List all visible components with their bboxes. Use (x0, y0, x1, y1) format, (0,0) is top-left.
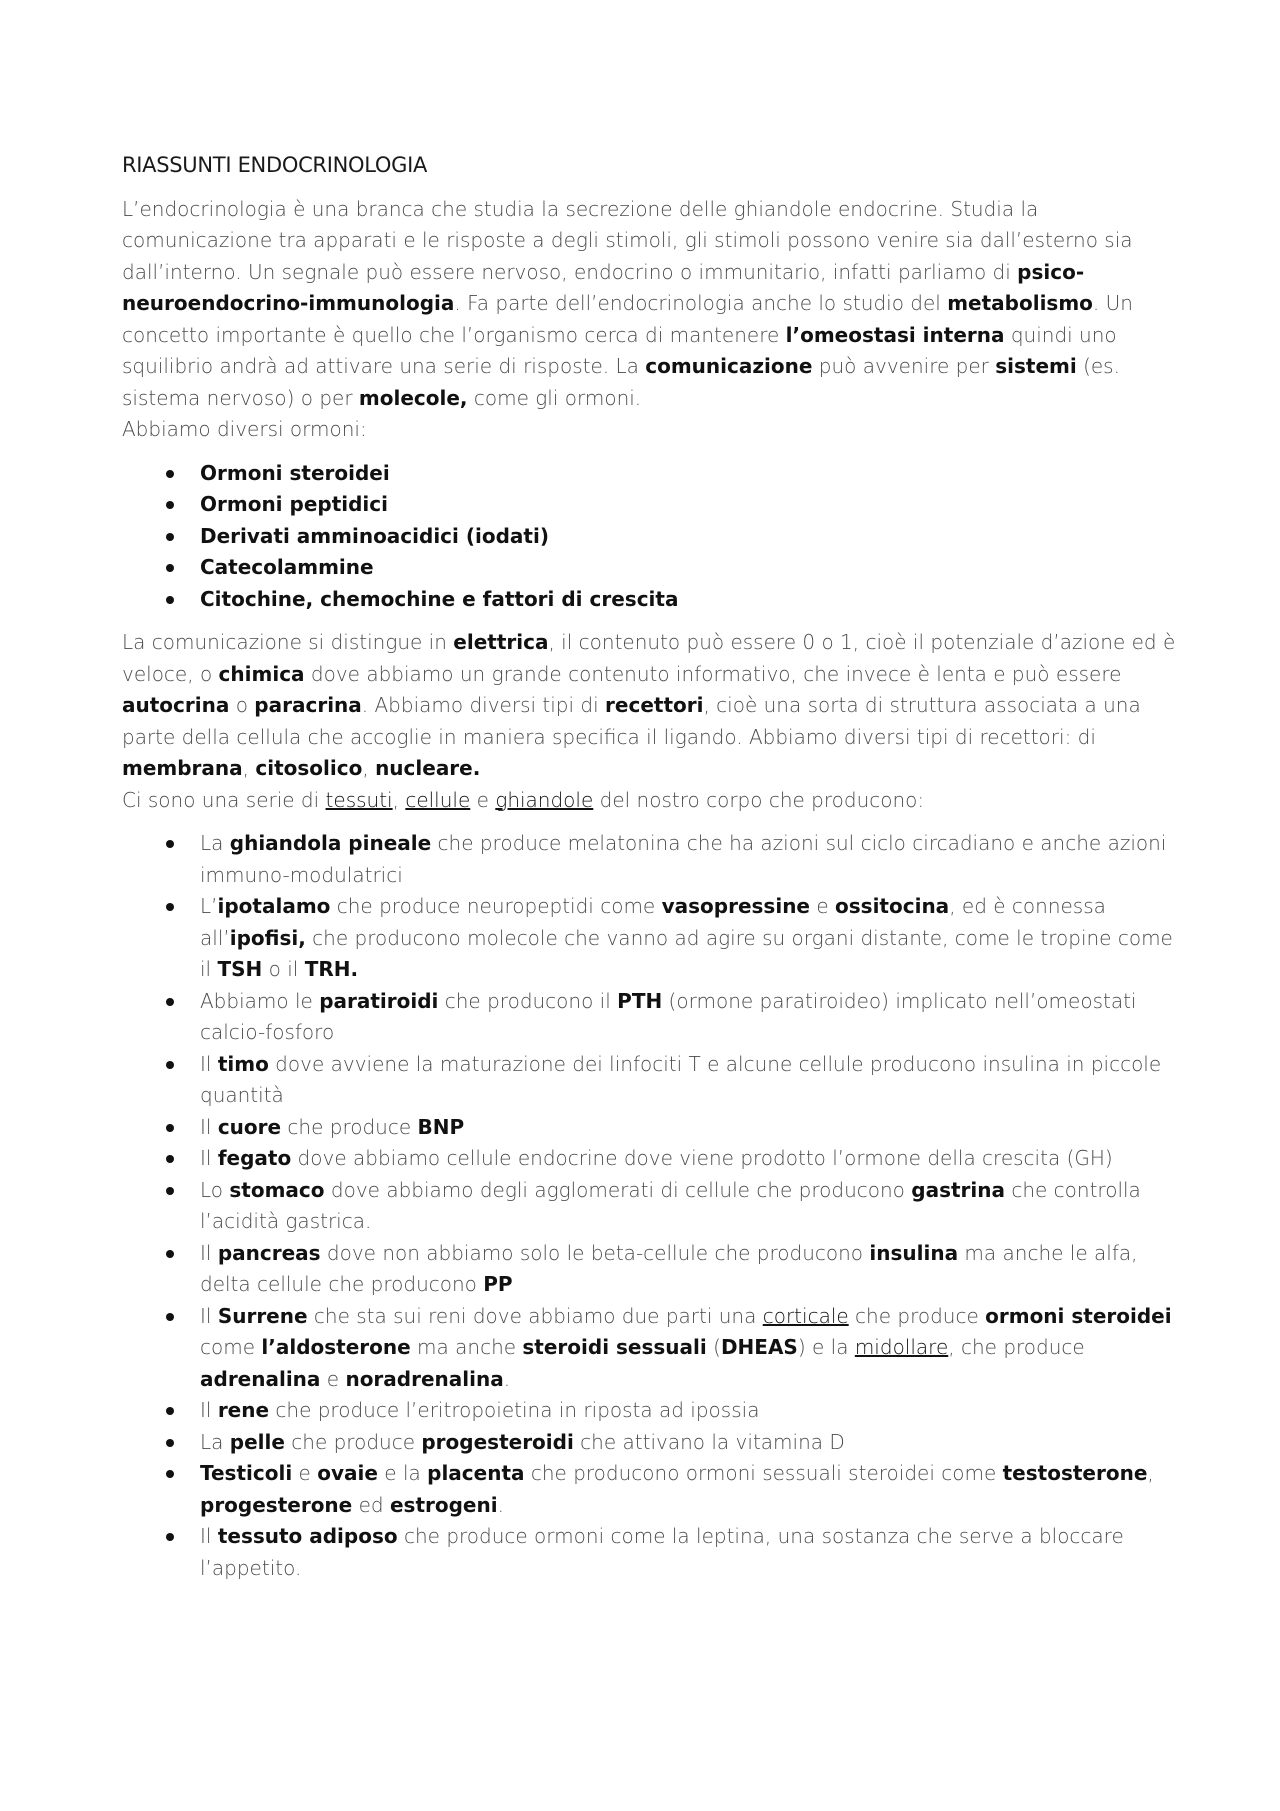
bold-term: fegato (217, 1146, 292, 1170)
text-run: che produce melatonina che ha azioni sul ciclo circadiano e anche azioni immuno-modulatrici (200, 831, 1167, 887)
intro-last-line: Abbiamo diversi ormoni: (122, 417, 367, 441)
text-run: dove non abbiamo solo le beta-cellule che producono (320, 1240, 870, 1265)
list-item-ipotalamo (122, 891, 1178, 986)
text-run: . Fa parte dell’endocrinologia anche lo studio del (454, 291, 948, 315)
text-run: ( (706, 1335, 721, 1359)
text-run: che attivano la vitamina D (573, 1429, 845, 1454)
text-run: che sta sui reni dove abbiamo due parti una (307, 1303, 763, 1328)
underlined-term: tessuti (325, 787, 393, 812)
bold-term: pancreas (217, 1240, 321, 1265)
bold-term: ormoni steroidei (985, 1303, 1172, 1328)
bold-term: metabolismo (947, 291, 1093, 315)
bold-term: testosterone (1002, 1461, 1148, 1485)
bold-term: ossitocina (835, 894, 950, 918)
bold-term: ipotalamo (217, 894, 331, 918)
text-run: . (503, 1366, 511, 1391)
list-item-stomaco (122, 1175, 1178, 1238)
bold-term: pelle (229, 1429, 285, 1454)
list-item-pancreas (122, 1238, 1178, 1301)
text-run: Lo (200, 1177, 230, 1202)
text-run: , (362, 756, 376, 780)
list-item-pineale (122, 828, 1178, 891)
text-run: , (1147, 1461, 1154, 1485)
bold-term: stomaco (229, 1177, 325, 1202)
text-run: e (320, 1366, 346, 1391)
text-run: dove abbiamo un grande contenuto informativo, che invece è lenta e può essere (304, 661, 1122, 686)
text-run: che produce (848, 1303, 986, 1328)
bold-term: citosolico (255, 756, 363, 780)
text-run: ma anche (410, 1335, 523, 1359)
intro-paragraph (122, 194, 1178, 415)
bold-term: ghiandola pineale (229, 831, 432, 855)
bold-term: cuore (217, 1114, 282, 1139)
text-run: che producono molecole che vanno ad agire su organi distante, come le tropine come il (200, 925, 1173, 981)
producers-list (122, 828, 1178, 1584)
bold-term: BNP (417, 1114, 465, 1139)
list-item: Ormoni peptidici (122, 489, 1178, 521)
text-run: o (229, 693, 255, 717)
bold-term: Surrene (217, 1303, 308, 1328)
text-run: . Abbiamo diversi tipi di (361, 693, 606, 717)
text-run: come gli ormoni. (467, 385, 642, 410)
text-run: ed (352, 1492, 390, 1517)
text-run: Il (200, 1146, 218, 1170)
bold-term: elettrica (453, 630, 549, 654)
text-run: L’endocrinologia è una branca che studia la secrezione delle ghiandole endocrine. Studia la comunicazione tra apparati e le risposte a degli stimoli, gli stimoli possono venire sia dall’esterno sia dall’interno. Un segnale può essere nervoso, endocrino o immunitario, infatti parliamo di (122, 196, 1133, 284)
text-run: , cioè una sorta di struttura associata a una parte della cellula che accoglie in maniera specifica il ligando. Abbiamo diversi tipi di recettori: di (122, 693, 1141, 749)
text-run: che produce (284, 1429, 422, 1454)
bold-term: PP (483, 1272, 513, 1296)
text-run: ma anche le alfa, delta cellule che producono (200, 1240, 1138, 1296)
text-run: Il (200, 1398, 218, 1422)
text-run: dove abbiamo degli agglomerati di cellule che producono (324, 1177, 912, 1202)
bold-term: TRH. (304, 957, 359, 981)
bold-term: placenta (427, 1461, 525, 1485)
text-run: che produce l’eritropoietina in riposta ad ipossia (269, 1398, 760, 1422)
text-run: che producono ormoni sessuali steroidei come (524, 1461, 1003, 1485)
bold-term: PTH (617, 988, 663, 1013)
text-run: che produce ormoni come la leptina, una sostanza che serve a bloccare l’appetito. (200, 1524, 1124, 1580)
text-run: del nostro corpo che producono: (593, 787, 925, 812)
bold-term: tessuto adiposo (217, 1524, 398, 1548)
text-run: La comunicazione si distingue in (122, 630, 454, 654)
text-run: . (497, 1492, 504, 1517)
bold-term: DHEAS (720, 1335, 798, 1359)
text-run: , ed è connessa all’ (200, 894, 1106, 950)
list-item: Catecolammine (122, 552, 1178, 584)
text-run: che produce (281, 1114, 418, 1139)
underlined-term: ghiandole (495, 787, 594, 812)
text-run: Abbiamo le (200, 988, 320, 1013)
text-run: (ormone paratiroideo) implicato nell’omeostati calcio-fosforo (200, 988, 1137, 1044)
list-item-rene (122, 1395, 1178, 1427)
text-run: Ci sono una serie di (122, 787, 326, 812)
underlined-term: corticale (762, 1303, 849, 1328)
text-run: può avvenire per (812, 354, 996, 378)
text-run: e (810, 894, 836, 918)
text-run: . Un concetto importante è quello che l’organismo cerca di mantenere (122, 291, 1133, 347)
text-run: , (242, 756, 256, 780)
bold-term: noradrenalina (345, 1366, 504, 1391)
bold-term: ipofisi, (229, 925, 306, 950)
bold-term: chimica (218, 661, 305, 686)
bold-term: progesterone (200, 1492, 353, 1517)
list-item-timo (122, 1049, 1178, 1112)
text-run: e la (377, 1461, 428, 1485)
text-run: dove abbiamo cellule endocrine dove viene prodotto l’ormone della crescita (GH) (291, 1146, 1113, 1170)
text-run: , (392, 787, 406, 812)
bold-term: paratiroidi (319, 988, 439, 1013)
list-item-fegato (122, 1143, 1178, 1175)
text-run: Il (200, 1524, 218, 1548)
list-item: Citochine, chemochine e fattori di crescita (122, 584, 1178, 616)
bold-term: adrenalina (200, 1366, 321, 1391)
text-run: , che produce (948, 1335, 1085, 1359)
document-page (122, 150, 1178, 1596)
bold-term: rene (217, 1398, 270, 1422)
text-run: dove avviene la maturazione dei linfociti T e alcune cellule producono insulina in piccole quantità (200, 1051, 1162, 1107)
list-item: Derivati amminoacidici (iodati) (122, 521, 1178, 553)
bold-term: TSH (217, 957, 263, 981)
bold-term: molecole, (358, 385, 468, 410)
text-run: Il (200, 1051, 218, 1076)
communication-paragraph (122, 627, 1178, 785)
text-run: Il (200, 1240, 218, 1265)
text-run: Il (200, 1303, 218, 1328)
text-run: , il contenuto può essere 0 o 1, cioè il potenziale d’azione ed è veloce, o (122, 630, 1176, 686)
bold-term: sistemi (995, 354, 1077, 378)
list-item-pelle (122, 1427, 1178, 1459)
bold-term: ovaie (317, 1461, 378, 1485)
list-item-tessuto-adiposo (122, 1521, 1178, 1584)
text-run: che producono il (438, 988, 618, 1013)
text-run: quindi uno squilibrio andrà ad attivare una serie di risposte. La (122, 322, 1117, 378)
producers-intro (122, 785, 1178, 817)
bold-term: comunicazione (645, 354, 813, 378)
text-run: che produce neuropeptidi come (330, 894, 662, 918)
text-run: La (200, 831, 230, 855)
underlined-term: midollare (854, 1335, 949, 1359)
text-run: che controlla l’acidità gastrica. (200, 1177, 1141, 1233)
bold-term: vasopressine (661, 894, 810, 918)
text-run: e (470, 787, 496, 812)
bold-term: l’aldosterone (261, 1335, 411, 1359)
text-run: o il (262, 957, 305, 981)
list-item-surrene (122, 1301, 1178, 1396)
text-run: Il (200, 1114, 218, 1139)
text-run: La (200, 1429, 230, 1454)
bold-term: insulina (869, 1240, 959, 1265)
bold-term: steroidi sessuali (522, 1335, 707, 1359)
bold-term: paracrina (254, 693, 362, 717)
list-item: Ormoni steroidei (122, 458, 1178, 490)
text-run: come (200, 1335, 262, 1359)
underlined-term: cellule (405, 787, 471, 812)
bold-term: estrogeni (389, 1492, 498, 1517)
bold-term: Testicoli (200, 1461, 293, 1485)
text-run: e (292, 1461, 318, 1485)
text-run: (es. sistema nervoso) o per (122, 354, 1120, 410)
bold-term: membrana (122, 756, 243, 780)
bold-term: autocrina (122, 693, 230, 717)
bold-term: progesteroidi (421, 1429, 574, 1454)
list-item-cuore (122, 1112, 1178, 1144)
hormone-types-list (122, 458, 1178, 616)
list-item-gonadi (122, 1458, 1178, 1521)
bold-term: psico-neuroendocrino-immunologia (122, 259, 1085, 315)
bold-term: gastrina (911, 1177, 1005, 1202)
list-item-paratiroidi (122, 986, 1178, 1049)
bold-term: nucleare. (375, 756, 481, 780)
bold-term: recettori (605, 693, 704, 717)
bold-term: timo (217, 1051, 269, 1076)
text-run: ) e la (797, 1335, 855, 1359)
bold-term: l’omeostasi interna (785, 322, 1005, 347)
text-run: L’ (200, 894, 218, 918)
document-title: RIASSUNTI ENDOCRINOLOGIA (122, 153, 428, 177)
